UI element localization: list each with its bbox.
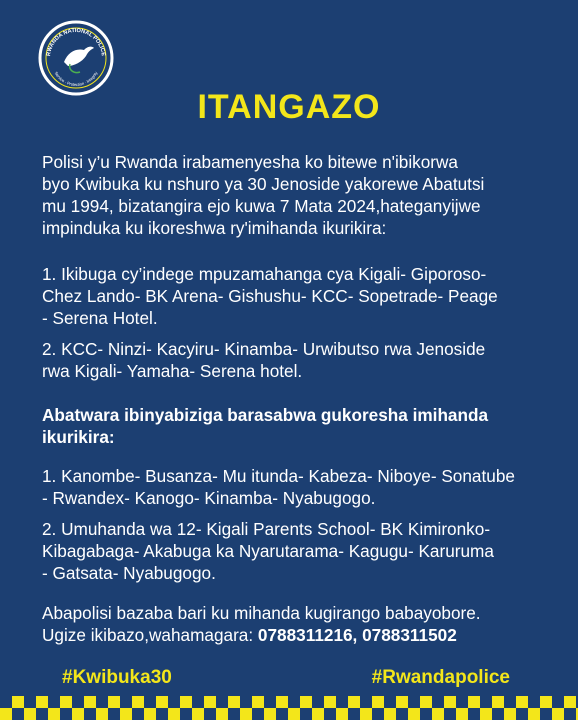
intro-line: impinduka ku ikoreshwa ry'imihanda ikurikira:: [42, 218, 387, 238]
route-line: Chez Lando- BK Arena- Gishushu- KCC- Sopetrade- Peage: [42, 286, 498, 306]
contact-prefix: Ugize ikibazo,wahamagara:: [42, 625, 258, 645]
route-line: 2. KCC- Ninzi- Kacyiru- Kinamba- Urwibutso rwa Jenoside: [42, 339, 486, 359]
route-line: 1. Ikibuga cy’indege mpuzamahanga cya Kigali- Giporoso-: [42, 264, 487, 284]
logo-motto: Service · Protection · Integrity: [53, 70, 99, 88]
closed-route-2: [42, 338, 544, 382]
intro-line: byo Kwibuka ku nshuro ya 30 Jenoside yakorewe Abatutsi: [42, 174, 485, 194]
heading-line: Abatwara ibinyabiziga barasabwa gukoresha imihanda: [42, 405, 489, 425]
intro-line: Polisi y’u Rwanda irabamenyesha ko bitewe n'ibikorwa: [42, 152, 458, 172]
closed-route-1: [42, 263, 544, 329]
logo-arc-text: RWANDA NATIONAL POLICE: [46, 27, 106, 57]
route-line: - Serena Hotel.: [42, 308, 158, 328]
police-emblem-icon: [38, 20, 114, 96]
closing-line-2: [42, 624, 544, 646]
alternative-route-2: [42, 518, 544, 584]
phone-numbers: 0788311216, 0788311502: [257, 625, 457, 645]
closing-paragraph: [42, 602, 544, 646]
closing-line-1: Abapolisi bazaba bari ku mihanda kugirango babayobore.: [42, 603, 481, 623]
announcement-title: ITANGAZO: [197, 88, 381, 126]
alternative-routes-heading: [42, 404, 544, 448]
route-line: - Gatsata- Nyabugogo.: [42, 563, 216, 583]
checkered-border: [0, 696, 578, 720]
route-line: Kibagabaga- Akabuga ka Nyarutarama- Kagugu- Karuruma: [42, 541, 494, 561]
police-logo: [38, 20, 114, 96]
route-line: 1. Kanombe- Busanza- Mu itunda- Kabeza- Niboye- Sonatube: [42, 466, 515, 486]
heading-line: ikurikira:: [42, 427, 115, 447]
hashtag-rwandapolice: #Rwandapolice: [371, 667, 510, 688]
route-line: 2. Umuhanda wa 12- Kigali Parents School- BK Kimironko-: [42, 519, 491, 539]
route-line: rwa Kigali- Yamaha- Serena hotel.: [42, 361, 303, 381]
alternative-route-1: [42, 465, 544, 509]
intro-paragraph: [42, 151, 544, 239]
intro-line: mu 1994, bizatangira ejo kuwa 7 Mata 2024,hateganyijwe: [42, 196, 481, 216]
hashtag-kwibuka: #Kwibuka30: [62, 667, 172, 688]
route-line: - Rwandex- Kanogo- Kinamba- Nyabugogo.: [42, 488, 376, 508]
